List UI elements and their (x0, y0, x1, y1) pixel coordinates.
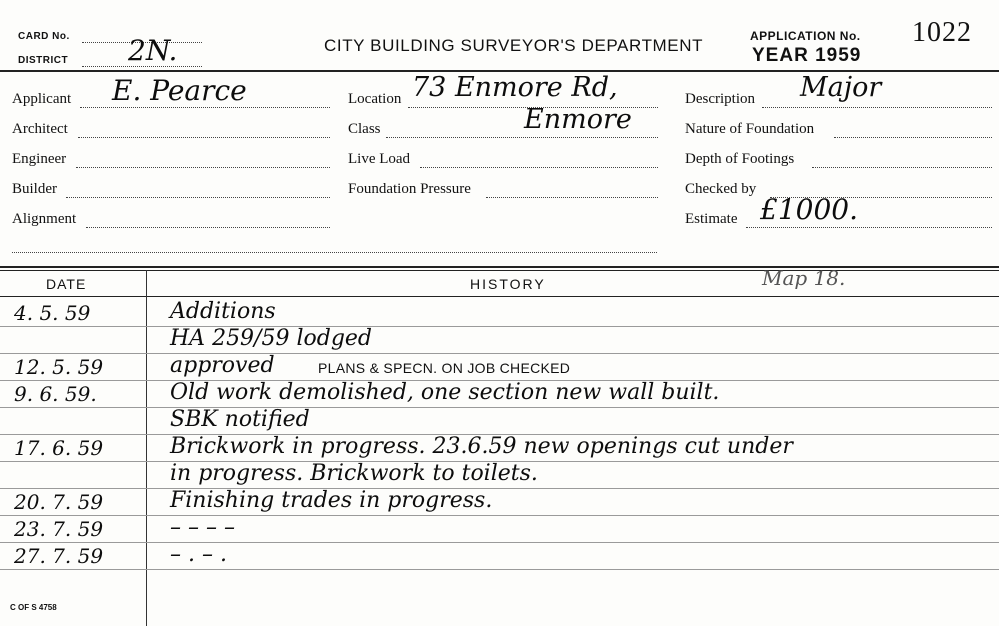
history-header-divider (0, 296, 999, 297)
row-rule (0, 353, 999, 354)
application-number: 1022 (912, 17, 972, 48)
foundation-pressure-label: Foundation Pressure (348, 181, 471, 197)
alignment-label: Alignment (12, 211, 77, 227)
history-date: 9. 6. 59. (14, 382, 97, 406)
date-column-header: DATE (46, 276, 87, 292)
row-rule (0, 488, 999, 489)
checked-by-label: Checked by (685, 181, 757, 197)
district-value: 2N. (128, 34, 178, 67)
foundation-pressure-line (486, 197, 658, 198)
application-label: APPLICATION No. (750, 29, 861, 43)
form-code: C OF S 4758 (10, 603, 57, 612)
location-value-1: 73 Enmore Rd, (412, 72, 618, 103)
history-entry: Brickwork in progress. 23.6.59 new openings cut under (170, 434, 793, 459)
history-entry: Additions (170, 299, 276, 324)
alignment-line (86, 227, 330, 228)
row-rule (0, 407, 999, 408)
estimate-label: Estimate (685, 211, 738, 227)
applicant-value: E. Pearce (112, 74, 247, 107)
row-rule (0, 569, 999, 570)
estimate-line (746, 227, 992, 228)
year-label: YEAR 1959 (752, 45, 862, 66)
history-date: 17. 6. 59 (14, 436, 104, 460)
card-no-label: CARD No. (18, 31, 70, 42)
location-label: Location (348, 91, 402, 107)
history-date: 4. 5. 59 (14, 301, 91, 325)
history-date: 23. 7. 59 (14, 517, 104, 541)
builder-line (66, 197, 330, 198)
row-rule (0, 326, 999, 327)
history-entry: Old work demolished, one section new wall built. (170, 380, 720, 405)
history-entry: – . – . (170, 542, 227, 567)
estimate-value: £1000. (760, 193, 858, 226)
live-load-line (420, 167, 658, 168)
alignment-line-2 (12, 252, 657, 253)
nature-of-foundation-line (834, 137, 992, 138)
department-title: CITY BUILDING SURVEYOR'S DEPARTMENT (324, 36, 704, 55)
history-entry: – – – – (170, 515, 235, 540)
class-label: Class (348, 121, 381, 137)
history-entry: Finishing trades in progress. (170, 488, 493, 513)
architect-label: Architect (12, 121, 68, 137)
builder-label: Builder (12, 181, 57, 197)
history-entry: SBK notified (170, 407, 310, 432)
applicant-line (80, 107, 330, 108)
history-date: 12. 5. 59 (14, 355, 104, 379)
description-value: Major (800, 72, 882, 103)
history-entry: HA 259/59 lodged (170, 326, 373, 351)
history-column-header: HISTORY (470, 276, 546, 292)
history-top-divider-2 (0, 270, 999, 271)
architect-line (78, 137, 330, 138)
row-rule (0, 542, 999, 543)
live-load-label: Live Load (348, 151, 411, 167)
location-value-2: Enmore (524, 104, 632, 135)
district-label: DISTRICT (18, 55, 69, 66)
history-date: 27. 7. 59 (14, 544, 104, 568)
history-typed-note: PLANS & SPECN. ON JOB CHECKED (318, 360, 571, 376)
engineer-label: Engineer (12, 151, 67, 167)
map-note: Map 18. (762, 266, 846, 290)
history-entry: in progress. Brickwork to toilets. (170, 461, 538, 486)
nature-of-foundation-label: Nature of Foundation (685, 121, 815, 137)
history-date: 20. 7. 59 (14, 490, 104, 514)
row-rule (0, 515, 999, 516)
depth-of-footings-line (812, 167, 992, 168)
applicant-label: Applicant (12, 91, 72, 107)
engineer-line (76, 167, 330, 168)
class-line (386, 137, 658, 138)
history-entry: approved (170, 353, 275, 378)
depth-of-footings-label: Depth of Footings (685, 151, 795, 167)
description-line (762, 107, 992, 108)
date-column-divider (146, 270, 147, 626)
description-label: Description (685, 91, 755, 107)
history-top-divider (0, 266, 999, 268)
